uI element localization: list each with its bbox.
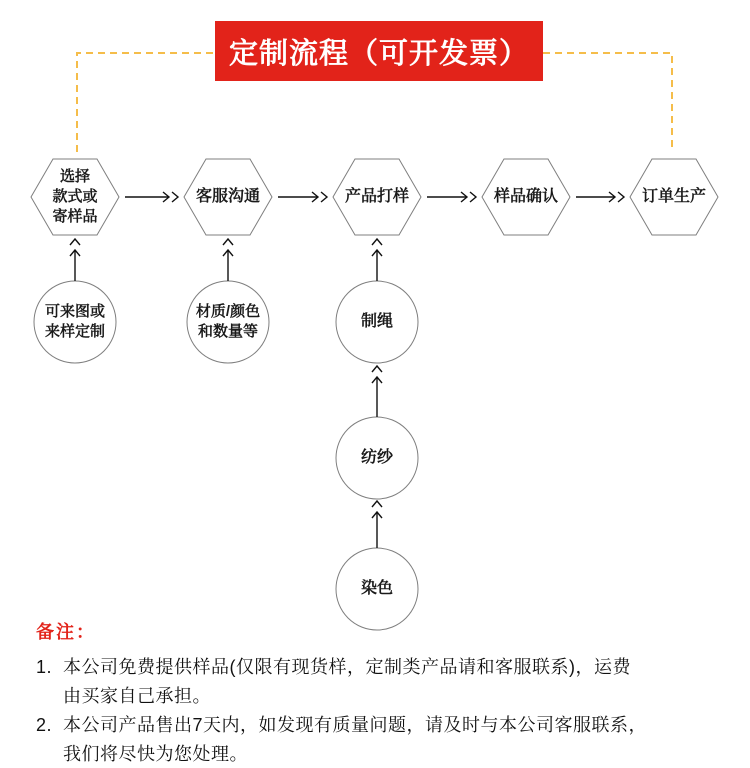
circle-node-5-line-1: 染色 (360, 580, 393, 597)
arrow-hex2-hex3 (278, 192, 327, 202)
arrow-circle5-circle4 (372, 501, 382, 548)
circle-node-1-shape (34, 281, 116, 363)
note-item-2 (36, 711, 736, 768)
circle-node-1-line-1: 可来图或 (44, 303, 105, 320)
hexagon-node-1-line-2: 款式或 (52, 188, 98, 205)
circle-node-4-line-1: 纺纱 (360, 449, 393, 466)
dashed-connector-left (77, 53, 215, 152)
note-item-2-line-1: 本公司产品售出7天内，如发现有质量问题，请及时与本公司客服联系， (63, 715, 648, 735)
arrow-circle3-hex3 (372, 239, 382, 281)
circle-node-1-line-2: 来样定制 (44, 323, 105, 340)
notes-section (36, 618, 736, 768)
hexagon-node-5-shape (630, 159, 718, 235)
note-item-1-text (63, 653, 736, 711)
hexagon-node-4-shape (482, 159, 570, 235)
hexagon-node-1-line-1: 选择 (59, 168, 90, 185)
hexagon-node-5-line-1: 订单生产 (641, 188, 706, 205)
note-item-1-line-2: 由买家自己承担。 (63, 686, 211, 706)
hexagon-node-2-line-1: 客服沟通 (195, 188, 260, 205)
circle-node-4-shape (336, 417, 418, 499)
hexagon-node-1-line-3: 寄样品 (52, 208, 98, 225)
circle-node-3-line-1: 制绳 (360, 313, 393, 330)
note-item-2-text (63, 711, 736, 768)
arrow-hex3-hex4 (427, 192, 476, 202)
hexagon-node-3-line-1: 产品打样 (344, 188, 409, 205)
arrow-circle4-circle3 (372, 366, 382, 417)
arrow-circle1-hex1 (70, 239, 80, 281)
hexagon-node-3-shape (333, 159, 421, 235)
circle-node-2-line-1: 材质/颜色 (195, 303, 261, 320)
hexagon-node-2-shape (184, 159, 272, 235)
note-item-2-number: 2. (36, 715, 53, 735)
note-item-1-number: 1. (36, 657, 53, 677)
note-item-1 (36, 653, 736, 711)
note-item-1-line-1: 本公司免费提供样品(仅限有现货样，定制类产品请和客服联系)，运费 (63, 657, 631, 677)
circle-node-3-shape (336, 281, 418, 363)
arrow-hex4-hex5 (576, 192, 624, 202)
banner-title: 定制流程（可开发票） (215, 21, 543, 81)
note-item-2-line-2: 我们将尽快为您处理。 (63, 744, 248, 764)
arrow-hex1-hex2 (125, 192, 178, 202)
hexagon-node-4-line-1: 样品确认 (493, 188, 558, 205)
hexagon-node-1-shape (31, 159, 119, 235)
arrow-circle2-hex2 (223, 239, 233, 281)
notes-heading: 备注： (36, 622, 96, 642)
dashed-connector-right (543, 53, 672, 152)
circle-node-2-line-2: 和数量等 (197, 323, 258, 340)
circle-node-2-shape (187, 281, 269, 363)
